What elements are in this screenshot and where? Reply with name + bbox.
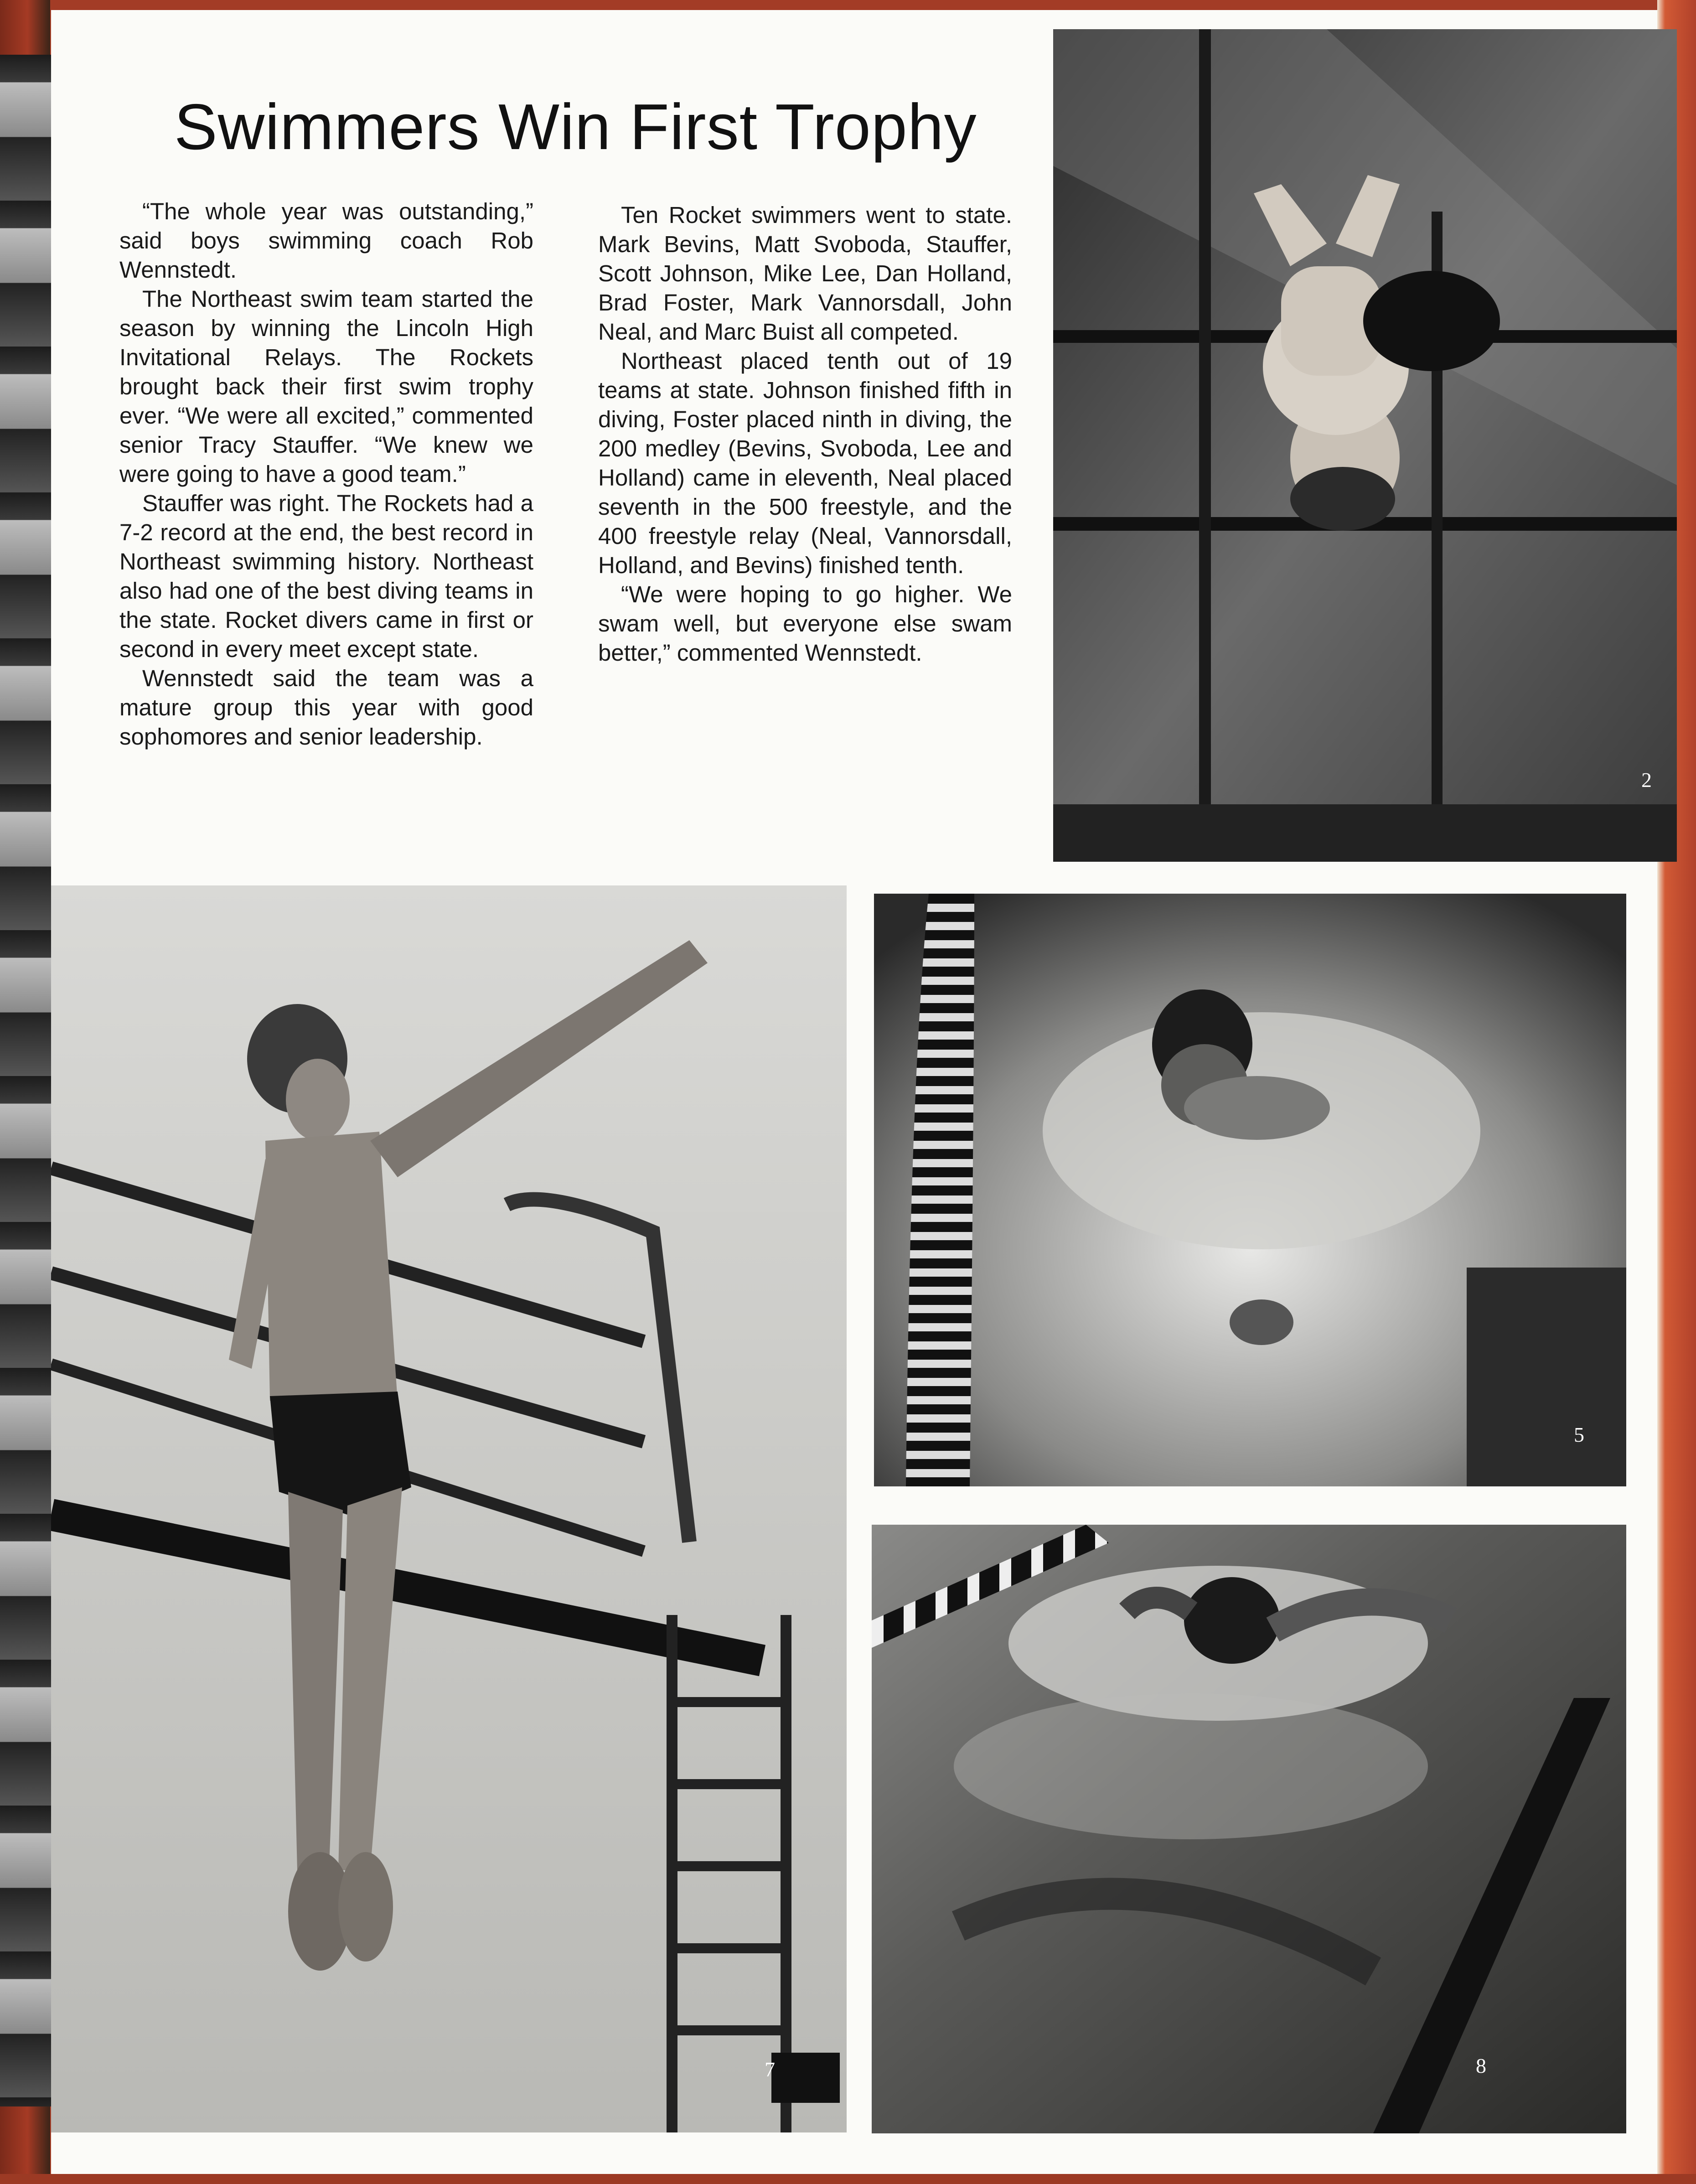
- diver-board-image: [51, 885, 847, 2132]
- article-headline: Swimmers Win First Trophy: [174, 91, 977, 163]
- article-column-1: [119, 197, 533, 751]
- article-paragraph: “The whole year was outstanding,” said boys swimming coach Rob Wennstedt.: [119, 198, 533, 283]
- article-paragraph: Ten Rocket swimmers went to state. Mark Bevins, Matt Svoboda, Stauffer, Scott Johnson, Mike Lee, Dan Holland, Brad Foster, Mark Vannorsdall, John Neal, and Marc Buist all competed.: [598, 202, 1012, 345]
- article-paragraph: Wennstedt said the team was a mature group this year with good sophomores and senior leadership.: [119, 665, 533, 750]
- article-paragraph: Stauffer was right. The Rockets had a 7-2 record at the end, the best record in Northeast swimming history. Northeast also had one of the best diving teams in the state. Rocket divers came in first or second in every meet except state.: [119, 490, 533, 662]
- photo-swimmer-freestyle: [872, 1525, 1626, 2133]
- photo-number: 7: [765, 2058, 775, 2081]
- photo-diver-board: [51, 885, 847, 2132]
- book-cover-bottom: [0, 2174, 1696, 2184]
- article-paragraph: Northeast placed tenth out of 19 teams at state. Johnson finished fifth in diving, Foster placed ninth in diving, the 200 medley (Bevins, Svoboda, Lee and Holland) came in eleventh, Neal placed seventh in the 500 freestyle, and the 400 freestyle relay (Neal, Vannorsdall, Holland, and Bevins) finished tenth.: [598, 348, 1012, 578]
- book-cover-top: [0, 0, 1696, 10]
- yearbook-page: [51, 10, 1657, 2174]
- photo-number: 8: [1476, 2054, 1486, 2077]
- photo-swimmer-breaststroke: [874, 894, 1626, 1486]
- photo-number: 2: [1641, 768, 1652, 792]
- article-paragraph: The Northeast swim team started the season by winning the Lincoln High Invitational Relays. The Rockets brought back their first swim trophy ever. “We were all excited,” commented senior Tracy Stauffer. “We knew we were going to have a good team.”: [119, 286, 533, 487]
- photo-diver-flip: [1053, 29, 1677, 862]
- diver-flip-image: [1053, 29, 1677, 862]
- facing-page-edge: [0, 55, 51, 2106]
- article-column-2: [598, 201, 1012, 668]
- swimmer-breaststroke-image: [874, 894, 1626, 1486]
- photo-number: 5: [1574, 1423, 1584, 1446]
- article-paragraph: “We were hoping to go higher. We swam well, but everyone else swam better,” commented Wennstedt.: [598, 581, 1012, 666]
- swimmer-freestyle-image: [872, 1525, 1626, 2133]
